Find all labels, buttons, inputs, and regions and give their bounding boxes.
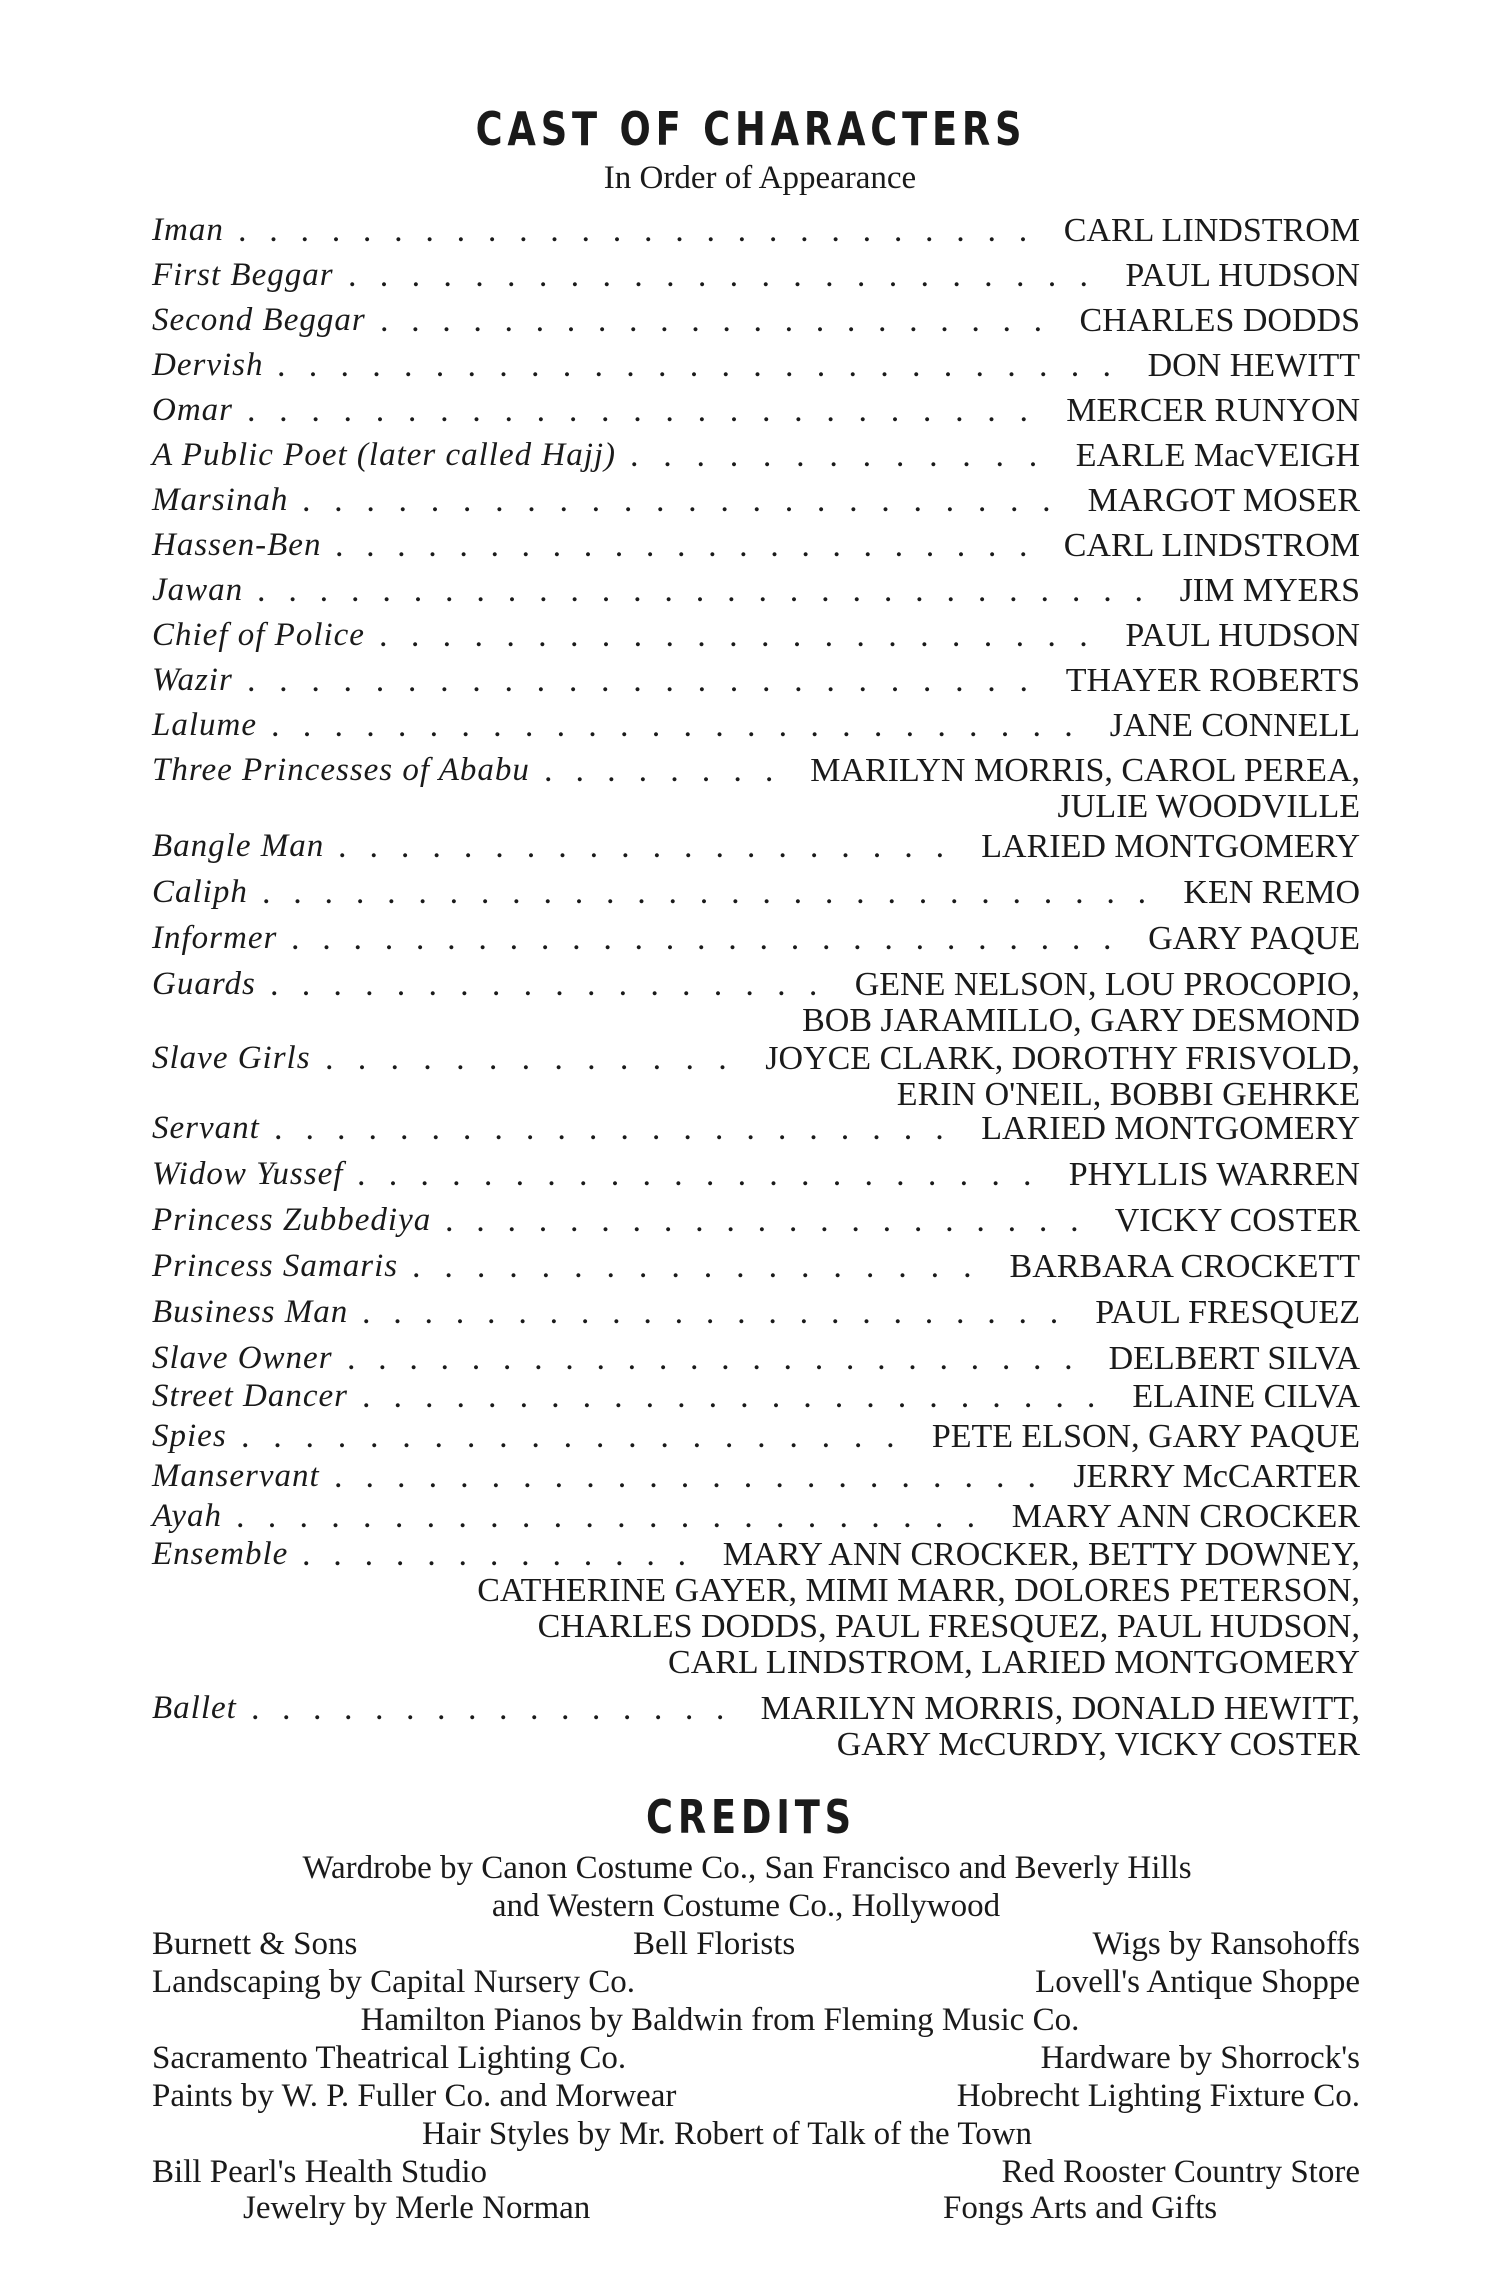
role-name: Chief of Police [152, 617, 365, 653]
actor-name: VICKY COSTER [1114, 1202, 1360, 1239]
credit-lovell: Lovell's Antique Shoppe [1035, 1964, 1360, 2000]
credit-hardware: Hardware by Shorrock's [1040, 2040, 1360, 2076]
actor-name: CARL LINDSTROM [1063, 212, 1360, 249]
credit-wigs: Wigs by Ransohoffs [1092, 1926, 1360, 1962]
actor-name: JOYCE CLARK, DOROTHY FRISVOLD, [765, 1040, 1360, 1077]
leader-dots: . . . . . . . . . . . . . . . . . . . . . . . . [236, 1498, 999, 1535]
role-name: Guards [152, 966, 256, 1002]
leader-dots: . . . . . . . . . . . . . [302, 1536, 709, 1573]
role-name: Servant [152, 1110, 260, 1146]
leader-dots: . . . . . . . . . . . . . . . . . . . . . . . . [362, 1378, 1119, 1415]
role-name: Informer [152, 920, 278, 956]
actor-name: MERCER RUNYON [1066, 392, 1360, 429]
credit-hobrecht: Hobrecht Lighting Fixture Co. [956, 2078, 1360, 2114]
leader-dots: . . . . . . . . . . . . . . . . . . [412, 1248, 996, 1285]
leader-dots: . . . . . . . . . . . . . . . . . . . . . . . . . [247, 662, 1052, 699]
role-name: Slave Girls [152, 1040, 311, 1076]
role-name: Ballet [152, 1690, 237, 1726]
role-name: Dervish [152, 347, 264, 383]
credit-red-rooster: Red Rooster Country Store [1001, 2154, 1360, 2190]
credit-wardrobe-line-2: and Western Costume Co., Hollywood [491, 1888, 1001, 1924]
actor-name: LARIED MONTGOMERY [981, 828, 1360, 865]
role-name: Lalume [152, 707, 257, 743]
role-name: Street Dancer [152, 1378, 348, 1414]
credit-landscaping: Landscaping by Capital Nursery Co. [152, 1964, 635, 2000]
leader-dots: . . . . . . . . . . . . . . . . . . . . . . . [362, 1294, 1082, 1331]
role-name: Marsinah [152, 482, 289, 518]
credits-title: CREDITS [646, 1790, 856, 1844]
leader-dots: . . . . . . . . . . . . . . . . . . . . . . . . . . . . . [262, 874, 1169, 911]
actor-name: PETE ELSON, GARY PAQUE [931, 1418, 1360, 1455]
leader-dots: . . . . . . . . . . . . . [630, 437, 1062, 474]
leader-dots: . . . . . . . . [544, 752, 797, 789]
role-name: Three Princesses of Ababu [152, 752, 530, 788]
actor-name: JANE CONNELL [1109, 707, 1360, 744]
actor-name-continued: CATHERINE GAYER, MIMI MARR, DOLORES PETERSON, [477, 1572, 1360, 1609]
role-name: First Beggar [152, 257, 334, 293]
role-name: Wazir [152, 662, 233, 698]
role-name: Second Beggar [152, 302, 366, 338]
role-name: Omar [152, 392, 234, 428]
credit-wardrobe-line-1: Wardrobe by Canon Costume Co., San Francisco and Beverly Hills [302, 1850, 1192, 1886]
leader-dots: . . . . . . . . . . . . . . . . . . . . . . . [379, 617, 1112, 654]
actor-name: MARY ANN CROCKER, BETTY DOWNEY, [722, 1536, 1360, 1573]
actor-name: THAYER ROBERTS [1065, 662, 1360, 699]
leader-dots: . . . . . . . . . . . . . . . . . . . . . . . . [348, 257, 1112, 294]
leader-dots: . . . . . . . . . . . . . . . . . . . . . . . [335, 527, 1051, 564]
credit-health-studio: Bill Pearl's Health Studio [152, 2154, 488, 2190]
actor-name: GARY PAQUE [1148, 920, 1360, 957]
actor-name-continued: GARY McCURDY, VICKY COSTER [836, 1726, 1360, 1763]
role-name: Widow Yussef [152, 1156, 344, 1192]
role-name: Ayah [152, 1498, 222, 1534]
actor-name: MARGOT MOSER [1087, 482, 1360, 519]
credit-paints: Paints by W. P. Fuller Co. and Morwear [152, 2078, 677, 2114]
role-name: Business Man [152, 1294, 349, 1330]
role-name: Spies [152, 1418, 227, 1454]
credit-lighting: Sacramento Theatrical Lighting Co. [152, 2040, 627, 2076]
leader-dots: . . . . . . . . . . . . . . . . . . . . . . . . . . . [277, 347, 1135, 384]
leader-dots: . . . . . . . . . . . . . . . . . . . . . . . . . . [238, 212, 1050, 249]
actor-name-continued: JULIE WOODVILLE [1057, 788, 1360, 825]
role-name: Ensemble [152, 1536, 289, 1572]
role-name: Caliph [152, 874, 248, 910]
role-name: Hassen-Ben [152, 527, 322, 563]
actor-name: DON HEWITT [1147, 347, 1360, 384]
credit-bell-florists: Bell Florists [633, 1926, 796, 1962]
role-name: Jawan [152, 572, 244, 608]
actor-name: EARLE MacVEIGH [1075, 437, 1360, 474]
page-title: CAST OF CHARACTERS [475, 102, 1027, 156]
leader-dots: . . . . . . . . . . . . . . . . . . . . . [241, 1418, 919, 1455]
leader-dots: . . . . . . . . . . . . . . . . [251, 1690, 747, 1727]
role-name: Bangle Man [152, 828, 325, 864]
actor-name: MARILYN MORRIS, CAROL PEREA, [810, 752, 1360, 789]
leader-dots: . . . . . . . . . . . . . . . . . . [270, 966, 841, 1003]
actor-name: LARIED MONTGOMERY [981, 1110, 1360, 1147]
actor-name: BARBARA CROCKETT [1009, 1248, 1360, 1285]
actor-name-continued: BOB JARAMILLO, GARY DESMOND [802, 1002, 1360, 1039]
leader-dots: . . . . . . . . . . . . . . . . . . . . . . . . [347, 1340, 1096, 1377]
credit-burnett: Burnett & Sons [152, 1926, 358, 1962]
actor-name: JERRY McCARTER [1073, 1458, 1360, 1495]
leader-dots: . . . . . . . . . . . . . . . . . . . . . [445, 1202, 1102, 1239]
actor-name: CARL LINDSTROM [1063, 527, 1360, 564]
role-name: Iman [152, 212, 224, 248]
leader-dots: . . . . . . . . . . . . . . . . . . . . . . . . [302, 482, 1075, 519]
actor-name: PAUL HUDSON [1125, 257, 1360, 294]
credit-jewelry: Jewelry by Merle Norman [243, 2190, 591, 2226]
actor-name: PHYLLIS WARREN [1068, 1156, 1360, 1193]
credit-pianos: Hamilton Pianos by Baldwin from Fleming Music Co. [360, 2002, 1080, 2038]
leader-dots: . . . . . . . . . . . . . [325, 1040, 751, 1077]
actor-name-continued: CHARLES DODDS, PAUL FRESQUEZ, PAUL HUDSON, [537, 1608, 1360, 1645]
role-name: Princess Samaris [152, 1248, 399, 1284]
leader-dots: . . . . . . . . . . . . . . . . . . . . . . . . . . [271, 707, 1096, 744]
role-name: Manservant [152, 1458, 320, 1494]
leader-dots: . . . . . . . . . . . . . . . . . . . . . . . . . . . . . [257, 572, 1166, 609]
actor-name: MARILYN MORRIS, DONALD HEWITT, [760, 1690, 1360, 1727]
leader-dots: . . . . . . . . . . . . . . . . . . . . . . [274, 1110, 967, 1147]
leader-dots: . . . . . . . . . . . . . . . . . . . . . . . . . [247, 392, 1052, 429]
actor-name: ELAINE CILVA [1132, 1378, 1360, 1415]
actor-name: PAUL FRESQUEZ [1095, 1294, 1360, 1331]
actor-name: CHARLES DODDS [1079, 302, 1360, 339]
leader-dots: . . . . . . . . . . . . . . . . . . . . . . . [334, 1458, 1060, 1495]
actor-name: KEN REMO [1183, 874, 1360, 911]
leader-dots: . . . . . . . . . . . . . . . . . . . . [338, 828, 968, 865]
role-name: A Public Poet (later called Hajj) [152, 437, 617, 473]
actor-name: GENE NELSON, LOU PROCOPIO, [854, 966, 1360, 1003]
role-name: Princess Zubbediya [152, 1202, 432, 1238]
credit-hair-styles: Hair Styles by Mr. Robert of Talk of the Town [421, 2116, 1033, 2152]
credit-fongs: Fongs Arts and Gifts [943, 2190, 1218, 2226]
actor-name: DELBERT SILVA [1108, 1340, 1360, 1377]
actor-name: MARY ANN CROCKER [1011, 1498, 1360, 1535]
leader-dots: . . . . . . . . . . . . . . . . . . . . . . . . . . . [291, 920, 1135, 957]
leader-dots: . . . . . . . . . . . . . . . . . . . . . . [357, 1156, 1055, 1193]
page-subtitle: In Order of Appearance [603, 160, 917, 196]
actor-name-continued: CARL LINDSTROM, LARIED MONTGOMERY [668, 1644, 1360, 1681]
leader-dots: . . . . . . . . . . . . . . . . . . . . . . [380, 302, 1065, 339]
role-name: Slave Owner [152, 1340, 333, 1376]
actor-name-continued: ERIN O'NEIL, BOBBI GEHRKE [896, 1076, 1360, 1113]
actor-name: JIM MYERS [1179, 572, 1360, 609]
actor-name: PAUL HUDSON [1125, 617, 1360, 654]
